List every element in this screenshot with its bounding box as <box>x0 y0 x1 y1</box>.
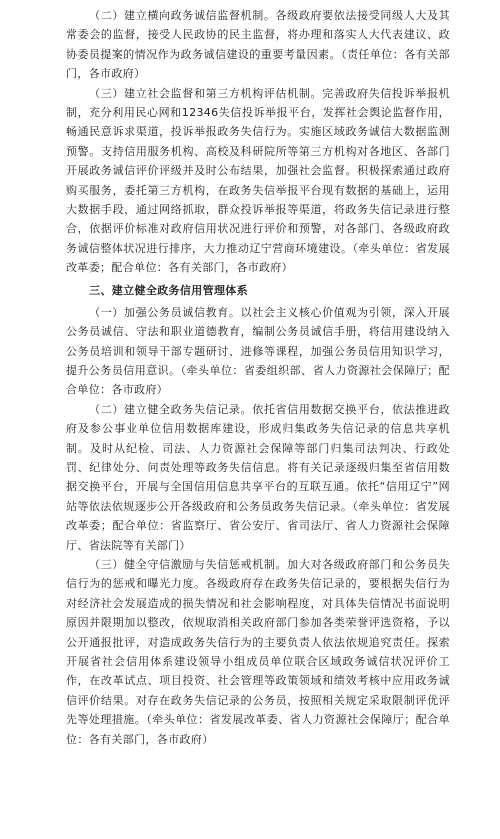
paragraph-dishonesty-records: （二）建立健全政务失信记录。依托省信用数据交换平台，依法推进政府及参公事业单位信用数据库建设，形成归集政务失信记录的信息共享机制。及时从纪检、司法、人力资源社会保障等部门归集司法判决、行政处罚、纪律处分、问责处理等政务失信信息。将有关记录逐级归集至省信用数据交换平台，开展与全国信用信息共享平台的互联互通。依托“信用辽宁”网站等依法依规逐步公开各级政府和公务员政务失信记录。（牵头单位：省发展改革委；配合单位：省监察厅、省公安厅、省司法厅、省人力资源社会保障厅、省法院等有关部门） <box>66 402 450 552</box>
paragraph-incentive-punishment: （三）健全守信激励与失信惩戒机制。加大对各级政府部门和公务员失信行为的惩戒和曝光力度。各级政府存在政务失信记录的，要根据失信行为对经济社会发展造成的损失情况和社会影响程度，对具体失信情况书面说明原因并限期加以整改，依规取消相关政府部门参加各类荣誉评选资格，予以公开通报批评，对造成政务失信行为的主要负责人依法依规追究责任。探索开展省社会信用体系建设领导小组成员单位联合区域政务诚信状况评价工作，在改革试点、项目投资、社会管理等政策领域和绩效考核中应用政务诚信评价结果。对存在政务失信记录的公务员，按照相关规定采取限制评优评先等处理措施。（牵头单位：省发展改革委、省人力资源社会保障厅；配合单位：各有关部门，各市政府） <box>66 557 450 746</box>
section-heading: 三、建立健全政务信用管理体系 <box>89 283 248 297</box>
paragraph-civil-servant-education: （一）加强公务员诚信教育。以社会主义核心价值观为引领，深入开展公务员诚信、守法和职业道德教育，编制公务员诚信手册，将信用建设纳入公务员培训和领导干部专题研讨、进修等课程，加强公务员信用知识学习，提升公务员信用意识。（牵头单位：省委组织部、省人力资源社会保障厅；配合单位：各市政府） <box>66 305 450 397</box>
paragraph-social-supervision: （三）建立社会监督和第三方机构评估机制。完善政府失信投诉举报机制，充分利用民心网和12346失信投诉举报平台，发挥社会舆论监督作用，畅通民意诉求渠道，投诉举报政务失信行为。实施区域政务诚信大数据监测预警。支持信用服务机构、高校及科研院所等第三方机构对各地区、各部门开展政务诚信评价评级并及时公布结果，加强社会监督。积极探索通过政府购买服务，委托第三方机构，在政务失信举报平台现有数据的基础上，运用大数据手段，通过网络抓取，群众投诉举报等渠道，将政务失信记录进行整合，依据评价标准对政府信用状况进行评价和预警，对各部门、各级政府政务诚信整体状况进行排序，大力推动辽宁营商环境建设。（牵头单位：省发展改革委；配合单位：各有关部门，各市政府） <box>66 86 450 275</box>
paragraph-horizontal-supervision: （二）建立横向政务诚信监督机制。各级政府要依法接受同级人大及其常委会的监督，接受人民政协的民主监督，将办理和落实人大代表建议、政协委员提案的情况作为政务诚信建设的重要考量因素。（责任单位：各有关部门，各市政府） <box>66 9 450 81</box>
